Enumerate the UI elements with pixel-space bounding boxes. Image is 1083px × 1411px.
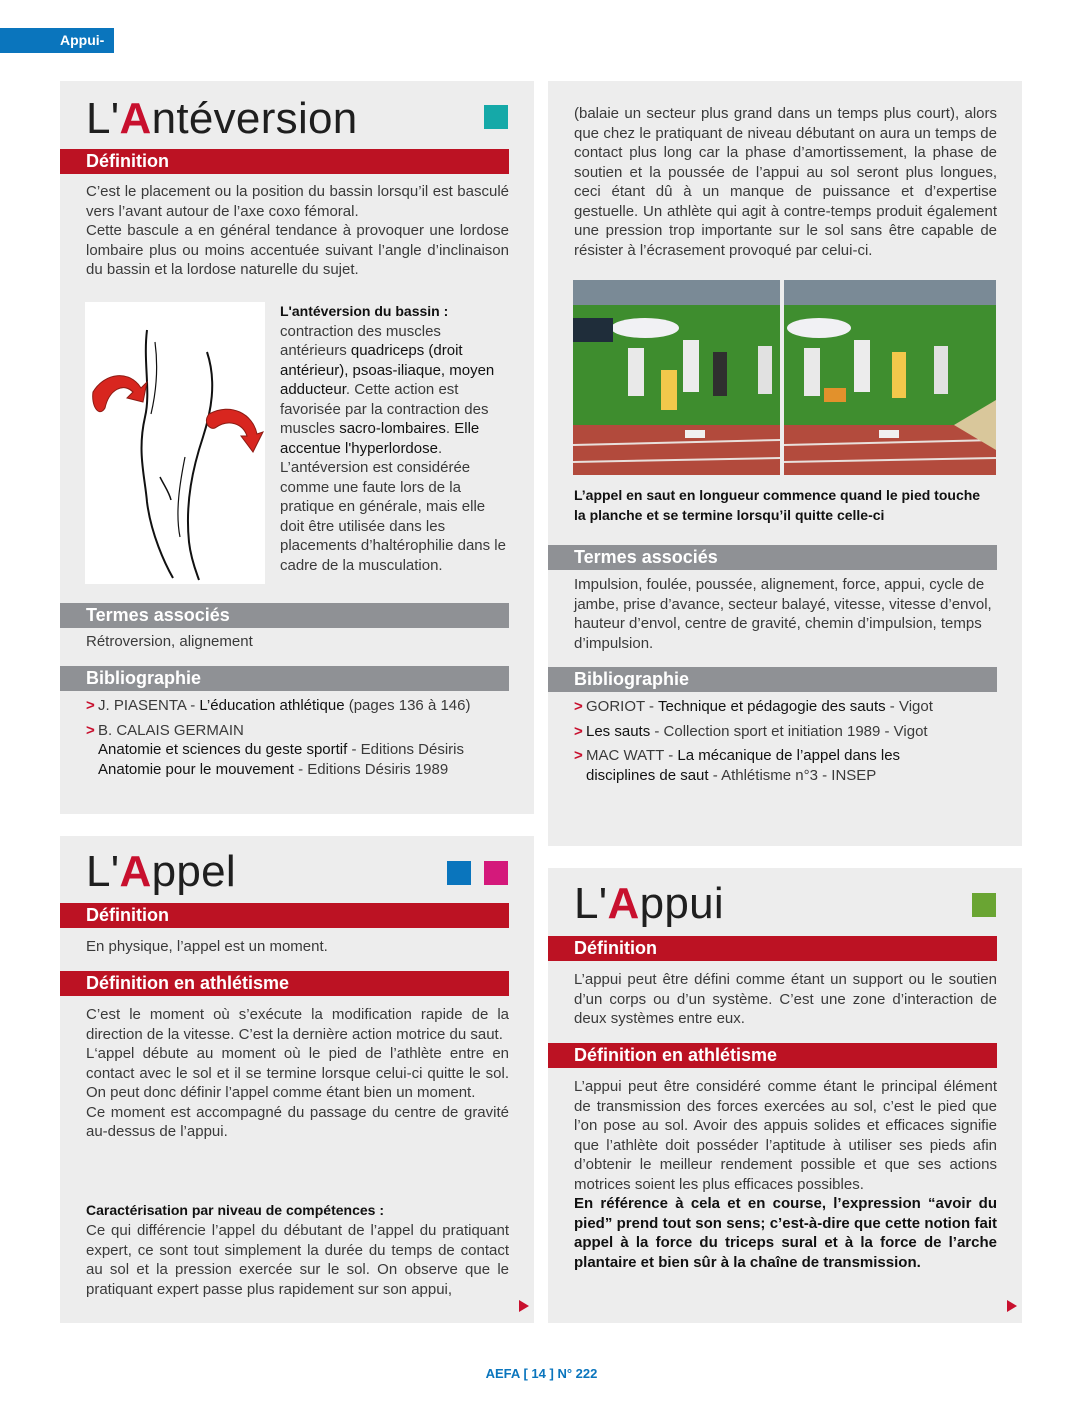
- appel-definition-bar: Définition: [60, 903, 509, 928]
- teal-square-icon: [484, 105, 508, 129]
- appui-definition-bar: Définition: [548, 936, 997, 961]
- bib-item: > MAC WATT - La mécanique de l’appel dans les disciplines de saut - Athlétisme n°3 - INSEP: [574, 747, 901, 784]
- pelvis-drawing-icon: [85, 302, 265, 584]
- appel-card: [60, 836, 534, 1323]
- anteversion-figure-text: L'antéversion du bassin : contraction des muscles antérieurs quadriceps (droit antérieur), psoas-iliaque, moyen adducteur. Cette action est favorisée par la contraction des muscles sacro-lombaires. Elle accentue l'hyperlordose. L’antéversion est considérée comme une faute lors de la pratique en générale, mais elle doit être utilisée dans les placements d’haltérophilie dans le cadre de la musculation.: [280, 303, 506, 574]
- anteversion-definition-text: C’est le placement ou la position du bassin lorsqu’il est basculé vers l’avant autour de l’axe coxo fémoral. Cette bascule a en général tendance à provoquer une lordose lombaire plus ou moins accentuée suivant l’angle d’inclinaison du bassin et la lordose naturelle du sujet.: [86, 183, 509, 278]
- anteversion-bib-list: [86, 696, 516, 784]
- appui-athletics-text: L’appui peut être considéré comme étant le principal élément de transmission des forces exercées au sol, c’est le pied que l’on pose au sol. Avoir des appuis solides et efficaces signifie que l’athlète doit posséder l’aptitude à utiliser ses pieds afin d’obtenir le meilleur rendement possible et que ses actions motrices soient les plus efficaces possibles.: [574, 1078, 997, 1193]
- anteversion-definition-bar: Définition: [60, 149, 509, 174]
- bib-item: > Les sauts - Collection sport et initiation 1989 - Vigot: [574, 722, 928, 740]
- appel-definition-text: En physique, l’appel est un moment.: [86, 938, 328, 955]
- continue-arrow-icon: [519, 1300, 529, 1312]
- appui-title: L'Appui: [574, 879, 724, 928]
- appel-bib-list: [574, 697, 964, 790]
- appui-definition-text: L’appui peut être défini comme étant un support ou le soutien d’un corps ou d’un système. C’est une zone d’interaction de deux systèmes entre eux.: [574, 971, 997, 1027]
- appel-athletics-text: C’est le moment où s’exécute la modification rapide de la direction de la vitesse. C’est la dernière action motrice du saut. L‘appel débute au moment où le pied de l’athlète entre en contact avec le sol et il se termine lorsque celui-ci quitte le sol. On peut donc définir l’appel comme étant bien un moment. Ce moment est accompagné du passage du centre de gravité au-dessus de l’appui.: [86, 1006, 509, 1140]
- bib-subitem: Anatomie et sciences du geste sportif - Editions Désiris: [98, 741, 465, 758]
- bib-item: > GORIOT - Technique et pédagogie des sauts - Vigot: [574, 698, 933, 715]
- anteversion-bib-bar: Bibliographie: [60, 666, 509, 691]
- appel-levels-heading: Caractérisation par niveau de compétences :: [86, 1202, 384, 1218]
- continue-arrow-icon: [1007, 1300, 1017, 1312]
- appel-athletics-bar: Définition en athlétisme: [60, 971, 509, 996]
- appui-athletics-bar: Définition en athlétisme: [548, 1043, 997, 1068]
- long-jump-photo-right: [784, 280, 996, 475]
- pelvis-figure: [85, 302, 265, 584]
- appel-title: L'Appel: [86, 847, 236, 896]
- appel-terms-bar: Termes associés: [548, 545, 997, 570]
- long-jump-photo-left: [573, 280, 780, 475]
- page-footer: AEFA [ 14 ] N° 222: [485, 1366, 598, 1381]
- anteversion-terms-bar: Termes associés: [60, 603, 509, 628]
- section-tab: Appui-: [0, 28, 114, 53]
- bib-item: > B. CALAIS GERMAIN: [86, 721, 244, 739]
- green-square-icon: [972, 893, 996, 917]
- bib-subitem: Anatomie pour le mouvement - Editions Désiris 1989: [98, 760, 449, 778]
- appel-bib-bar: Bibliographie: [548, 667, 997, 692]
- magenta-square-icon: [484, 861, 508, 885]
- photo-caption: L’appel en saut en longueur commence quand le pied touche la planche et se termine lorsqu’il quitte celle-ci: [574, 487, 981, 523]
- anteversion-terms-text: Rétroversion, alignement: [86, 633, 253, 650]
- appel-terms-text: Impulsion, foulée, poussée, alignement, force, appui, cycle de jambe, prise d’avance, secteur balayé, vitesse, vitesse d’envol, hauteur d’envol, centre de gravité, chemin d’impulsion, temps d’impulsion.: [574, 576, 992, 652]
- anteversion-title: L'Antéversion: [86, 94, 358, 143]
- appui-card: [548, 868, 1022, 1323]
- bib-item: > J. PIASENTA - L’éducation athlétique (pages 136 à 146): [86, 697, 471, 714]
- appel-continued-text: (balaie un secteur plus grand dans un temps plus court), alors que chez le pratiquant de niveau débutant on aura un temps de contact plus long car la phase d’amortissement, la phase de soutien et la poussée de l’appui au sol seront plus longues, ceci étant dû à un manque de puissance et d’expertise gestuelle. Un athlète qui agit à contre-temps produit également une pression trop importante sur le sol sans être capable de résister à l’écrasement provoqué par celui-ci.: [574, 105, 997, 259]
- appel-levels-text: Ce qui différencie l’appel du débutant de l’appel du pratiquant expert, ce sont tout simplement la durée du temps de contact au sol et la pression exercée sur le sol. On observe que le pratiquant expert passe plus rapidement sur son appui,: [86, 1222, 509, 1298]
- appel-continued-card: [548, 81, 1022, 846]
- blue-square-icon: [447, 861, 471, 885]
- anteversion-card: [60, 81, 534, 814]
- appui-athletics-bold-text: En référence à cela et en course, l’expression “avoir du pied” prend tout son sens; c’est-à-dire que cette notion fait appel à la force du triceps sural et à la force de l’arche plantaire et bien sûr à la chaîne de transmission.: [574, 1195, 997, 1271]
